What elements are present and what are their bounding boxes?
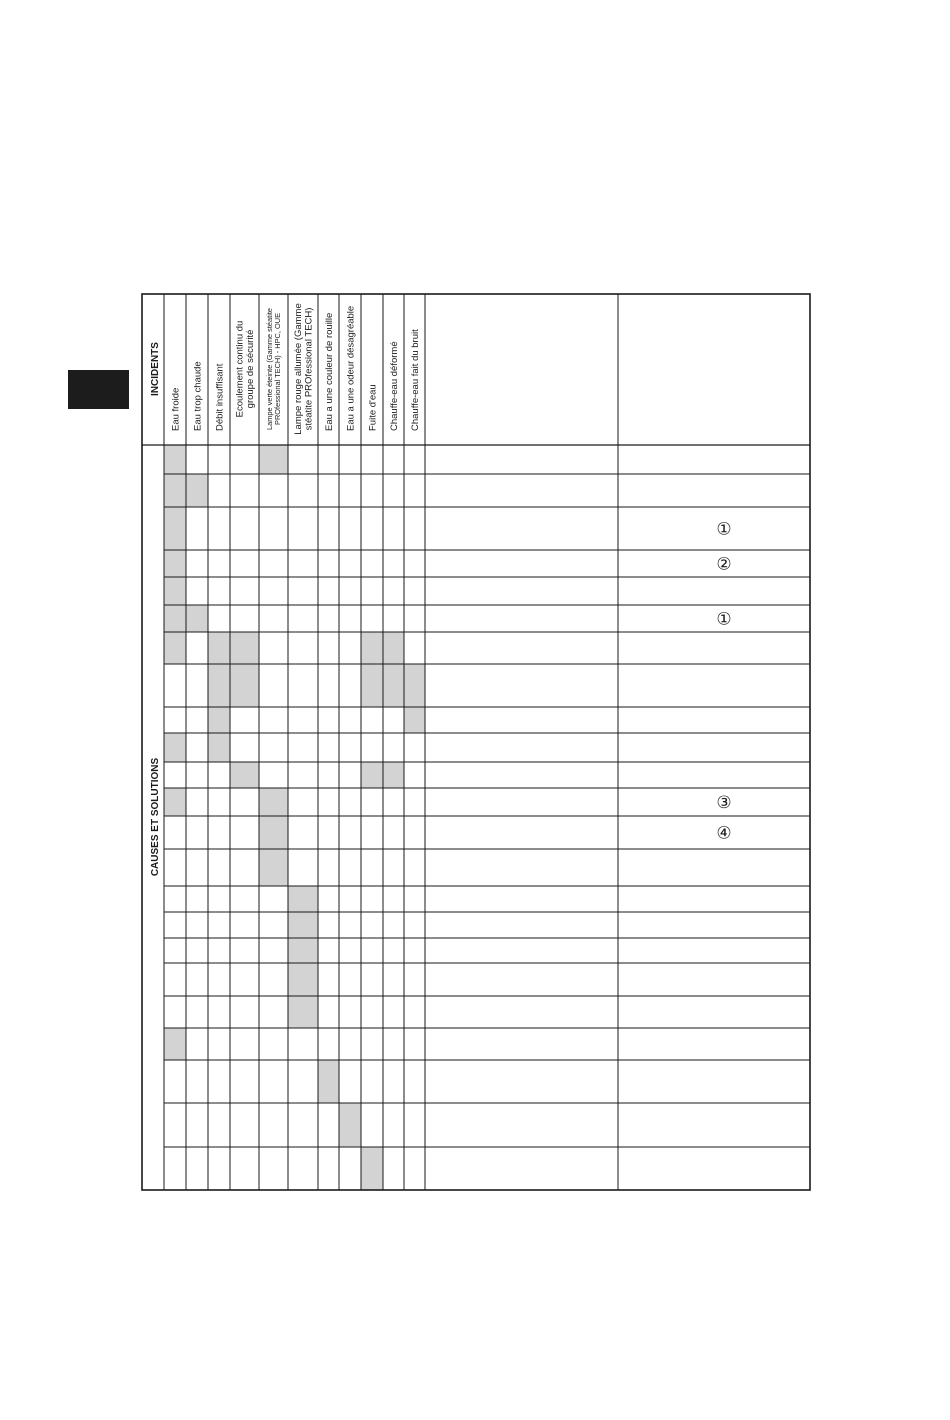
shaded-cell xyxy=(164,733,186,762)
column-header-label: groupe de sécurité xyxy=(245,329,257,409)
shaded-cell xyxy=(186,474,208,507)
shaded-cell xyxy=(164,1028,186,1060)
column-header-label: Eau froide xyxy=(170,387,182,431)
shaded-cell xyxy=(208,707,230,733)
column-header-label: stéatite PROfessional TECH) xyxy=(303,307,315,431)
shaded-cell xyxy=(288,912,318,938)
shaded-cell xyxy=(164,507,186,550)
column-header-label: Fuite d'eau xyxy=(367,384,379,431)
column-header-label: Chauffe-eau fait du bruit xyxy=(409,329,421,431)
shaded-cell xyxy=(383,762,404,788)
shaded-cell xyxy=(259,788,288,816)
note-marker: ② xyxy=(716,554,732,574)
shaded-cell xyxy=(404,664,425,707)
column-header-label: Eau a une couleur de rouille xyxy=(323,312,335,431)
note-marker: ③ xyxy=(716,793,732,812)
shaded-cell xyxy=(404,707,425,733)
shaded-cell xyxy=(288,996,318,1028)
note-marker: ① xyxy=(716,519,732,539)
shaded-cell xyxy=(164,605,186,632)
shaded-cell xyxy=(361,664,383,707)
shaded-cell xyxy=(259,816,288,849)
shaded-cell xyxy=(383,664,404,707)
column-header-label: Débit insuffisant xyxy=(214,363,226,431)
note-marker: ① xyxy=(716,609,732,629)
table-border xyxy=(142,294,810,1190)
shaded-cell xyxy=(208,632,230,664)
shaded-cell xyxy=(339,1103,361,1147)
column-header-label: Eau a une odeur désagréable xyxy=(345,305,357,431)
column-header-label: PROfessional TECH) - HPC, OUE xyxy=(273,313,283,425)
shaded-cell xyxy=(361,762,383,788)
column-header-label: Lampe rouge allumée (Gamme xyxy=(293,303,305,435)
shaded-cell xyxy=(164,632,186,664)
causes-solutions-label: CAUSES ET SOLUTIONS xyxy=(150,757,161,877)
shaded-cell xyxy=(164,550,186,577)
column-header-label: Eau trop chaude xyxy=(192,361,204,431)
shaded-cell xyxy=(164,788,186,816)
shaded-cell xyxy=(288,938,318,963)
column-header-label: Ecoulement continu du xyxy=(234,320,246,418)
shaded-cell xyxy=(230,762,259,788)
shaded-cell xyxy=(288,886,318,912)
note-marker: ④ xyxy=(716,823,732,843)
shaded-cell xyxy=(361,1147,383,1190)
shaded-cell xyxy=(186,605,208,632)
shaded-cell xyxy=(164,445,186,474)
shaded-cell xyxy=(288,963,318,996)
incidents-label: INCIDENTS xyxy=(150,342,161,396)
shaded-cell xyxy=(383,632,404,664)
shaded-cell xyxy=(164,474,186,507)
shaded-cell xyxy=(230,632,259,664)
shaded-cell xyxy=(259,445,288,474)
shaded-cell xyxy=(259,849,288,886)
shaded-cell xyxy=(208,664,230,707)
shaded-cell xyxy=(318,1060,339,1103)
shaded-cell xyxy=(230,664,259,707)
shaded-cell xyxy=(361,632,383,664)
shaded-cell xyxy=(164,577,186,605)
column-header-label: Chauffe-eau déformé xyxy=(388,341,400,431)
column-header-label: Lampe verte éteinte (Gamme stéatite xyxy=(264,307,274,431)
shaded-cell xyxy=(208,733,230,762)
